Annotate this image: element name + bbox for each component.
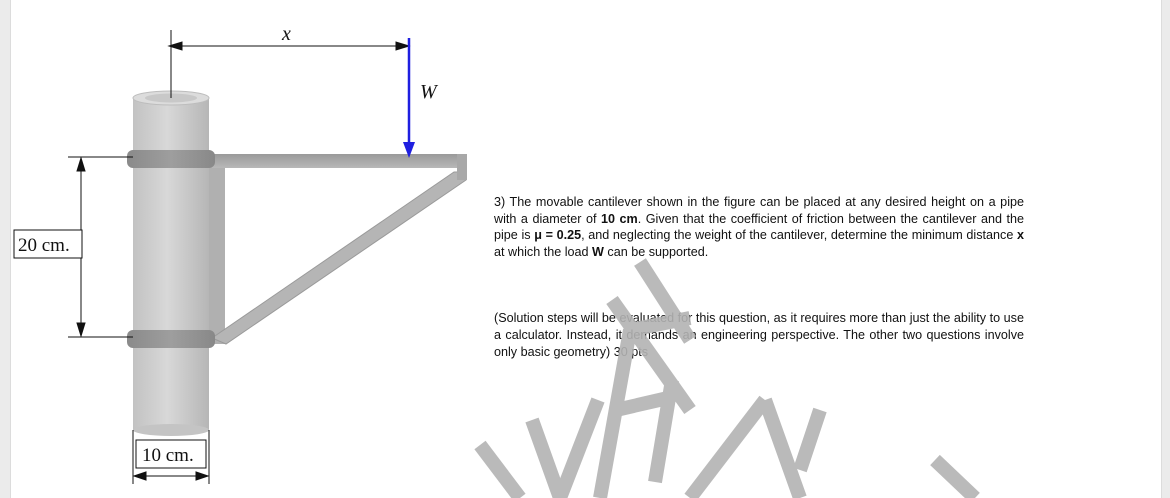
problem-paragraph-1 (494, 194, 1024, 260)
diameter-label: 10 cm. (142, 445, 194, 466)
diameter-value: 10 cm (601, 211, 638, 226)
load-symbol: W (592, 244, 604, 259)
problem-text: 3) The movable cantilever shown in the figure can be placed at any desired height on a pipe with a diameter of (494, 195, 1024, 226)
problem-statement (494, 194, 1024, 360)
problem-paragraph-2: (Solution steps will be evaluated for this question, as it requires more than just the ability to use a calculator. Instead, it demands an engineering perspective. The other two questions involve only basic geometry) 30 pts (494, 311, 1024, 359)
friction-coefficient: μ = 0.25 (534, 228, 582, 243)
height-label: 20 cm. (18, 235, 70, 256)
problem-text: can be supported. (603, 244, 709, 259)
distance-symbol: x (1017, 228, 1025, 243)
problem-text: , and neglecting the weight of the cantilever, determine the minimum distance (581, 228, 1017, 243)
problem-text: at which the load (494, 244, 593, 259)
problem-text: . Given that the coefficient of friction between the cantilever and the pipe is (494, 211, 1024, 243)
x-label: x (282, 23, 291, 45)
pipe (133, 91, 209, 436)
bracket-frame (209, 154, 467, 344)
cantilever-figure (0, 0, 480, 498)
page-right-edge (1161, 0, 1170, 498)
w-label: W (420, 81, 437, 103)
bottom-collar (127, 330, 215, 348)
top-collar (127, 150, 215, 168)
load-arrow (403, 38, 415, 158)
